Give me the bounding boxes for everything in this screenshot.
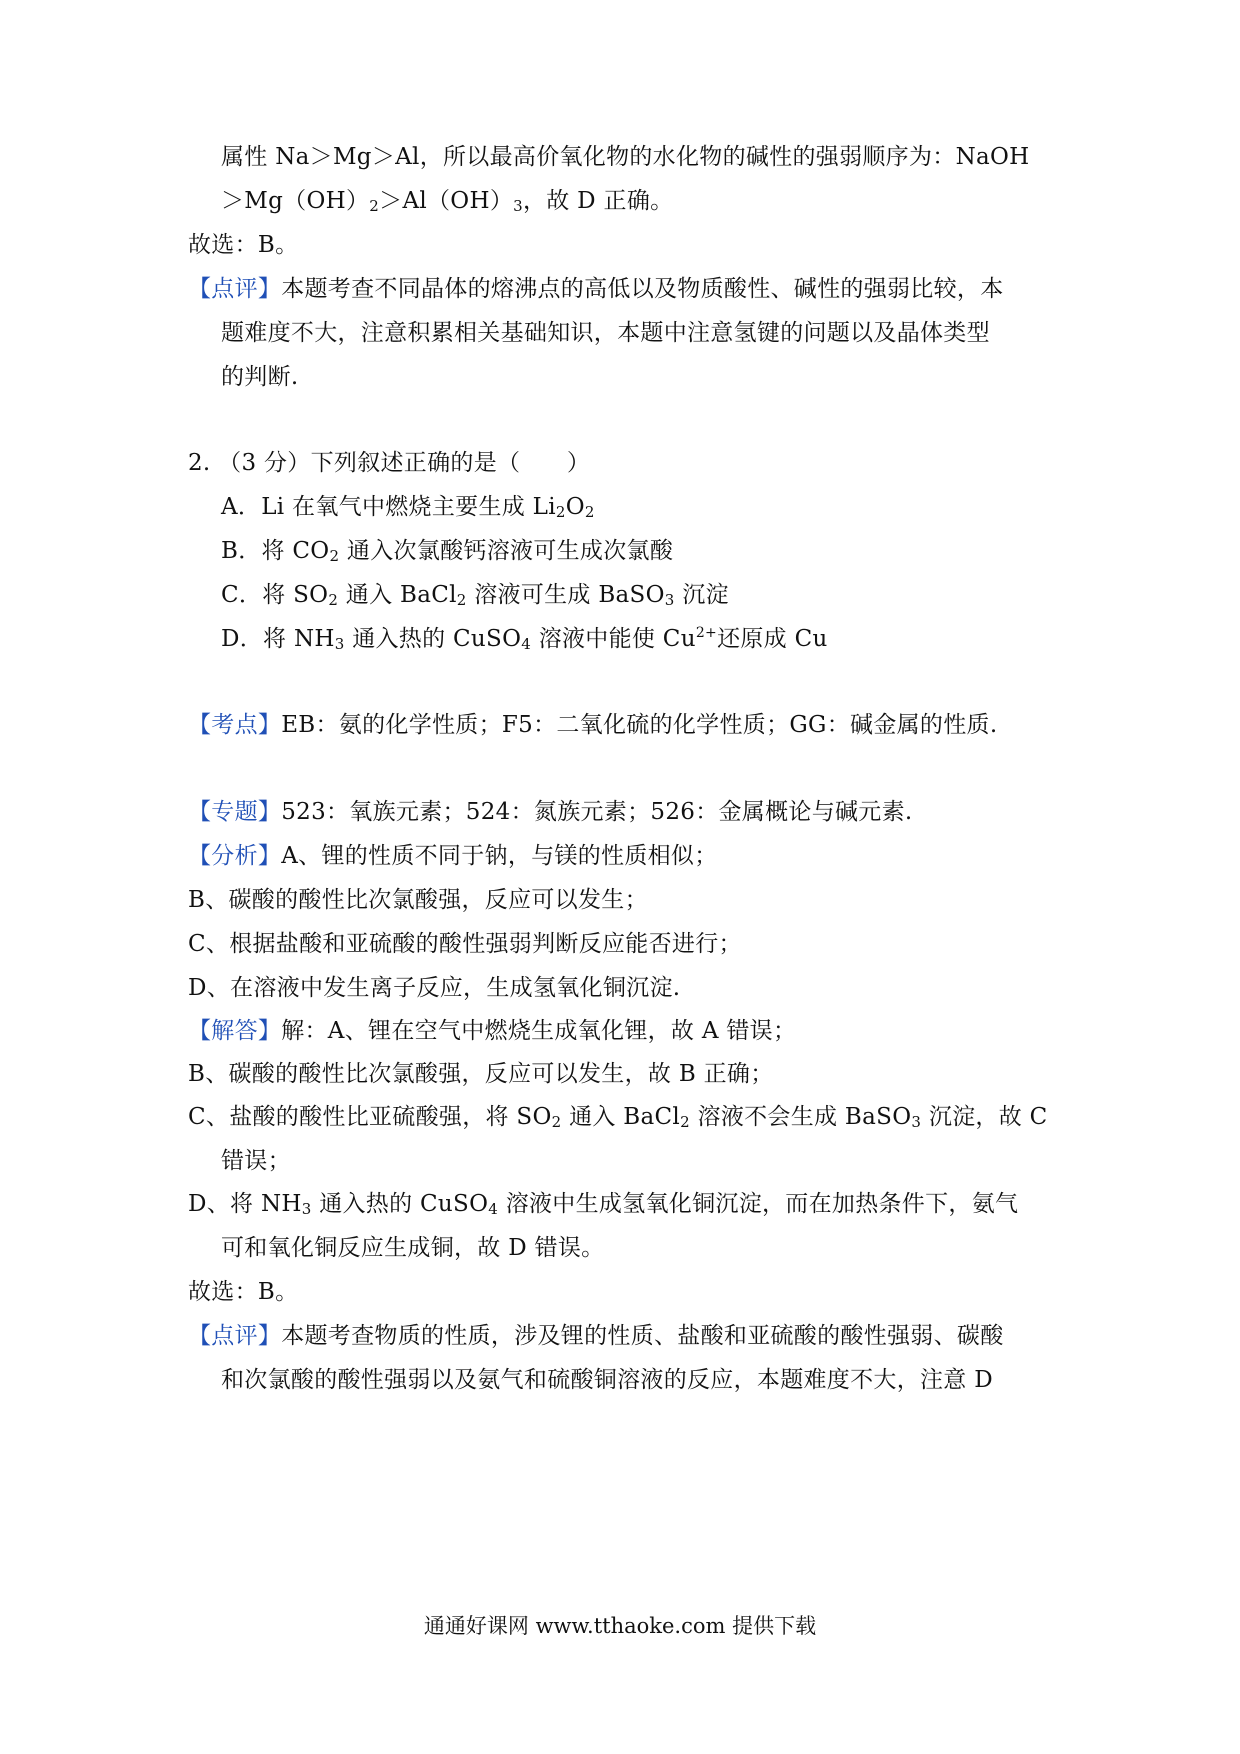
prev-review-line-3: 的判断. xyxy=(221,364,299,390)
prev-review-line-2: 题难度不大，注意积累相关基础知识，本题中注意氢键的问题以及晶体类型 xyxy=(221,320,990,346)
option-b xyxy=(221,536,673,566)
fenxi-line-a xyxy=(188,841,718,871)
text: 通入热的 CuSO xyxy=(344,626,522,652)
subscript: 2 xyxy=(456,591,467,609)
text: 本题考查物质的性质，涉及锂的性质、盐酸和亚硫酸的酸性强弱、碳酸 xyxy=(281,1323,1004,1349)
review2-line-1 xyxy=(188,1321,1004,1351)
subscript: 2 xyxy=(369,197,380,215)
text: 溶液中能使 Cu xyxy=(531,626,696,652)
text: 解：A、锂在空气中燃烧生成氧化锂，故 A 错误； xyxy=(281,1018,797,1044)
subscript: 2 xyxy=(328,591,339,609)
fenxi-line-d: D、在溶液中发生离子反应，生成氢氧化铜沉淀. xyxy=(188,975,681,1001)
fenxi-tag: 【分析】 xyxy=(188,843,282,869)
text: ＞Mg（OH） xyxy=(221,188,370,214)
text: D、将 NH xyxy=(188,1191,302,1217)
jieda-line-c2: 错误； xyxy=(221,1148,291,1174)
prev-answer-line-1 xyxy=(221,142,1030,172)
text: 通入热的 CuSO xyxy=(311,1191,489,1217)
option-a xyxy=(221,492,595,522)
text: 沉淀 xyxy=(674,582,729,608)
review-tag: 【点评】 xyxy=(188,276,282,302)
text: O xyxy=(565,494,585,520)
text: 通入 BaCl xyxy=(561,1104,681,1130)
text: C．将 SO xyxy=(221,582,329,608)
question-stem: 2. （3 分）下列叙述正确的是（ ） xyxy=(188,450,591,476)
option-d xyxy=(221,624,828,654)
text: B．将 CO xyxy=(221,538,330,564)
text: 沉淀，故 C xyxy=(921,1104,1048,1130)
option-c xyxy=(221,580,729,610)
prev-choice: 故选：B。 xyxy=(188,232,299,258)
subscript: 2 xyxy=(329,547,340,565)
text: 通入 BaCl xyxy=(338,582,457,608)
subscript: 2 xyxy=(555,503,566,521)
subscript: 3 xyxy=(334,635,345,653)
subscript: 2 xyxy=(584,503,595,521)
jieda-tag: 【解答】 xyxy=(188,1018,282,1044)
kaodian-tag: 【考点】 xyxy=(188,712,282,738)
text: ＞Al（OH） xyxy=(379,188,514,214)
fenxi-line-c: C、根据盐酸和亚硫酸的酸性强弱判断反应能否进行； xyxy=(188,931,742,957)
subscript: 3 xyxy=(664,591,675,609)
prev-review-line-1 xyxy=(188,274,1004,304)
text: 本题考查不同晶体的熔沸点的高低以及物质酸性、碱性的强弱比较，本 xyxy=(281,276,1004,302)
text: 溶液可生成 BaSO xyxy=(466,582,665,608)
text: D．将 NH xyxy=(221,626,335,652)
text: A、锂的性质不同于钠，与镁的性质相似； xyxy=(281,843,718,869)
text: 溶液中生成氢氧化铜沉淀，而在加热条件下，氨气 xyxy=(498,1191,1019,1217)
subscript: 3 xyxy=(911,1113,922,1131)
text: 523：氧族元素；524：氮族元素；526：金属概论与碱元素. xyxy=(281,799,913,825)
subscript: 2 xyxy=(680,1113,690,1131)
subscript: 4 xyxy=(488,1200,499,1218)
subscript: 3 xyxy=(513,197,523,215)
text: EB：氨的化学性质；F5：二氧化硫的化学性质；GG：碱金属的性质. xyxy=(281,712,998,738)
subscript: 2 xyxy=(551,1113,562,1131)
superscript: 2+ xyxy=(695,625,718,641)
jieda-line-c1 xyxy=(188,1102,1048,1132)
kaodian-line xyxy=(188,710,997,740)
subscript: 3 xyxy=(301,1200,312,1218)
zhuanti-line xyxy=(188,797,913,827)
text: 还原成 Cu xyxy=(717,626,828,652)
jieda-choice: 故选：B。 xyxy=(188,1279,299,1305)
review2-line-2: 和次氯酸的酸性强弱以及氨气和硫酸铜溶液的反应，本题难度不大，注意 D xyxy=(221,1367,993,1393)
jieda-line-d2: 可和氧化铜反应生成铜，故 D 错误。 xyxy=(221,1235,605,1261)
fenxi-line-b: B、碳酸的酸性比次氯酸强，反应可以发生； xyxy=(188,887,648,913)
page-footer: 通通好课网 www.tthaoke.com 提供下载 xyxy=(423,1614,817,1638)
jieda-line-b: B、碳酸的酸性比次氯酸强，反应可以发生，故 B 正确； xyxy=(188,1061,774,1087)
text: 通入次氯酸钙溶液可生成次氯酸 xyxy=(339,538,674,564)
jieda-line-a xyxy=(188,1016,796,1046)
text: ，故 D 正确。 xyxy=(522,188,674,214)
text: 溶液不会生成 BaSO xyxy=(689,1104,912,1130)
text: A．Li 在氧气中燃烧主要生成 Li xyxy=(221,494,556,520)
jieda-line-d1 xyxy=(188,1189,1018,1219)
review2-tag: 【点评】 xyxy=(188,1323,282,1349)
text: 属性 Na＞Mg＞Al，所以最高价氧化物的水化物的碱性的强弱顺序为：NaOH xyxy=(221,144,1030,170)
prev-answer-line-2 xyxy=(221,186,673,216)
zhuanti-tag: 【专题】 xyxy=(188,799,282,825)
subscript: 4 xyxy=(521,635,532,653)
text: C、盐酸的酸性比亚硫酸强，将 SO xyxy=(188,1104,552,1130)
